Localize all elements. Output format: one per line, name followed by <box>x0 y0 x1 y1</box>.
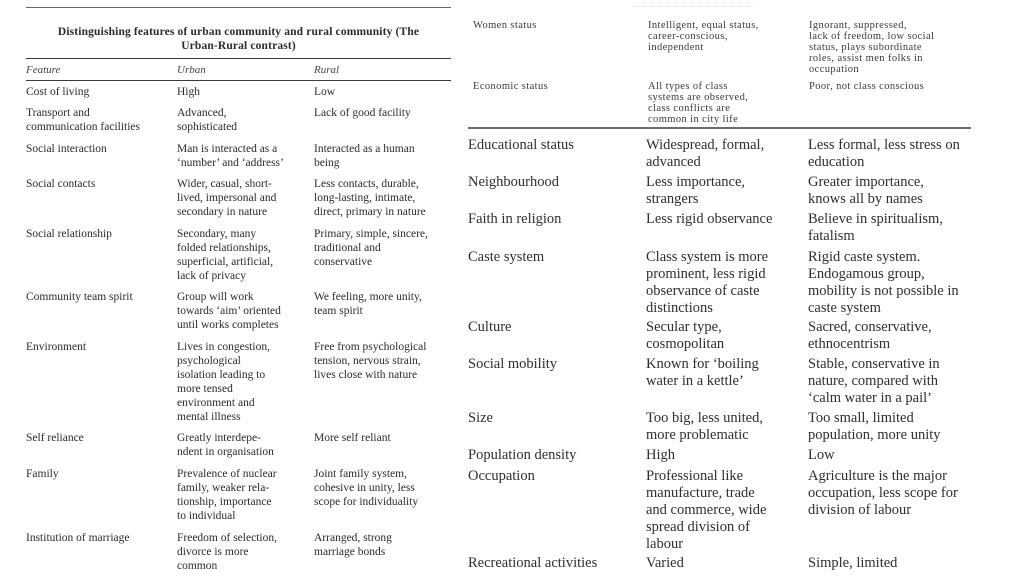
cell-rural <box>314 290 454 318</box>
cell-line: Secondary, many <box>177 228 257 240</box>
cell-feature <box>468 555 638 572</box>
cell-feature <box>468 468 638 485</box>
cell-line: tionship, importance <box>177 496 272 508</box>
cell-rural <box>808 468 983 519</box>
cell-line: towards ‘aim’ oriented <box>177 305 281 317</box>
cell-line: All types of class <box>648 81 728 92</box>
cell-urban <box>177 85 313 99</box>
cell-rural <box>808 137 983 171</box>
cell-line: Educational status <box>468 137 574 153</box>
cell-rural <box>808 356 983 407</box>
cell-line: We feeling, more unity, <box>314 291 422 303</box>
cell-urban <box>177 340 313 424</box>
cell-urban <box>646 174 806 208</box>
cell-line: knows all by names <box>808 191 923 207</box>
column-header-urban: Urban <box>177 64 206 76</box>
cell-urban <box>648 20 804 53</box>
column-header-rural: Rural <box>314 64 340 76</box>
cell-line: Primary, simple, sincere, <box>314 228 428 240</box>
cell-feature <box>26 106 176 134</box>
cell-line: marriage bonds <box>314 546 386 558</box>
cell-line: Social mobility <box>468 356 558 372</box>
cell-line: nature, compared with <box>808 373 939 389</box>
cell-rural <box>314 85 454 99</box>
cell-line: Occupation <box>468 468 535 484</box>
cell-line: Known for ‘boiling <box>646 356 759 372</box>
cell-line: Transport and <box>26 107 90 119</box>
cell-line: cohesive in unity, less <box>314 482 415 494</box>
cell-rural <box>314 106 454 120</box>
cell-urban <box>177 431 313 459</box>
cell-line: Secular type, <box>646 319 722 335</box>
cell-line: Neighbourhood <box>468 174 560 190</box>
cell-feature <box>468 356 638 373</box>
cell-line: Environment <box>26 341 87 353</box>
cell-line: Advanced, <box>177 107 227 119</box>
cell-urban <box>177 467 313 523</box>
cell-feature <box>468 447 638 464</box>
cell-line: Rigid caste system. <box>808 249 921 265</box>
cell-urban <box>646 319 806 353</box>
cell-line: mental illness <box>177 411 241 423</box>
cell-line: Size <box>468 410 493 426</box>
cell-line: being <box>314 157 340 169</box>
cell-line: Less contacts, durable, <box>314 178 419 190</box>
cell-feature <box>468 211 638 228</box>
cell-line: advanced <box>646 154 701 170</box>
cell-line: Low <box>314 86 336 98</box>
cell-line: Greatly interdepe- <box>177 432 261 444</box>
table-title <box>26 25 451 53</box>
cell-urban <box>646 356 806 390</box>
header-bottom-rule <box>26 80 451 81</box>
cell-line: Caste system <box>468 249 545 265</box>
cell-line: ndent in organisation <box>177 446 274 458</box>
cell-line: Economic status <box>473 81 549 92</box>
cell-line: Family <box>26 468 59 480</box>
cell-line: Agriculture is the major <box>808 468 947 484</box>
cell-line: cosmopolitan <box>646 336 725 352</box>
cell-line: Women status <box>473 20 537 31</box>
title-line-1: Distinguishing features of urban community and rural community (The <box>57 26 420 38</box>
cell-line: High <box>177 86 200 98</box>
cell-line: occupation <box>809 64 860 75</box>
cell-line: Institution of marriage <box>26 532 130 544</box>
cell-line: conservative <box>314 256 373 268</box>
cell-rural <box>314 531 454 559</box>
cell-rural <box>314 227 454 269</box>
cell-feature <box>26 467 176 481</box>
cell-feature <box>468 319 638 336</box>
column-header-feature: Feature <box>26 64 61 76</box>
cell-line: lack of privacy <box>177 270 246 282</box>
cell-feature <box>468 249 638 266</box>
cell-line: secondary in nature <box>177 206 268 218</box>
cell-feature <box>468 137 638 154</box>
cell-rural <box>314 340 454 382</box>
cell-line: Recreational activities <box>468 555 598 571</box>
cell-line: Group will work <box>177 291 254 303</box>
cell-feature <box>26 531 176 545</box>
cell-line: and commerce, wide <box>646 502 767 518</box>
cell-line: independent <box>648 42 704 53</box>
cell-line: ‘number’ and ‘address’ <box>177 157 284 169</box>
cell-line: Too big, less united, <box>646 410 763 426</box>
cell-line: Sacred, conservative, <box>808 319 932 335</box>
cell-urban <box>177 531 313 573</box>
cell-line: Prevalence of nuclear <box>177 468 277 480</box>
cell-line: divorce is more <box>177 546 249 558</box>
cell-urban <box>177 227 313 283</box>
header-top-rule <box>26 58 451 59</box>
cell-line: Less formal, less stress on <box>808 137 960 153</box>
cell-urban <box>646 468 806 553</box>
cell-rural <box>809 81 979 92</box>
cell-line: manufacture, trade <box>646 485 755 501</box>
cell-line: psychological <box>177 355 241 367</box>
cell-line: Less rigid observance <box>646 211 773 227</box>
cell-line: Class system is more <box>646 249 769 265</box>
cell-line: Ignorant, suppressed, <box>809 20 907 31</box>
cell-line: Population density <box>468 447 577 463</box>
cell-rural <box>809 20 979 75</box>
cell-line: ‘calm water in a pail’ <box>808 390 932 406</box>
cell-feature <box>473 20 633 31</box>
cell-feature <box>26 142 176 156</box>
cell-rural <box>808 447 983 464</box>
cell-line: Wider, casual, short- <box>177 178 272 190</box>
cell-line: sophisticated <box>177 121 238 133</box>
cell-rural <box>314 431 454 445</box>
cell-rural <box>808 211 983 245</box>
cell-line: Freedom of selection, <box>177 532 277 544</box>
cell-line: more problematic <box>646 427 749 443</box>
cell-line: Free from psychological <box>314 341 427 353</box>
cell-line: status, plays subordinate <box>809 42 922 53</box>
cell-line: scope for individuality <box>314 496 419 508</box>
cell-line: prominent, less rigid <box>646 266 766 282</box>
cell-urban <box>646 211 806 228</box>
cell-line: Lives in congestion, <box>177 341 270 353</box>
cell-line: lack of freedom, low social <box>809 31 935 42</box>
cell-line: fatalism <box>808 228 855 244</box>
cell-line: to individual <box>177 510 236 522</box>
cell-line: Widespread, formal, <box>646 137 765 153</box>
cell-line: class conflicts are <box>648 103 731 114</box>
cell-line: Culture <box>468 319 512 335</box>
cell-rural <box>808 249 983 317</box>
cell-line: spread division of <box>646 519 750 535</box>
cell-line: Man is interacted as a <box>177 143 278 155</box>
cell-line: more tensed <box>177 383 233 395</box>
cell-line: communication facilities <box>26 121 141 133</box>
cell-line: long-lasting, intimate, <box>314 192 416 204</box>
cell-feature <box>468 410 638 427</box>
cell-feature <box>26 177 176 191</box>
cell-line: Joint family system, <box>314 468 407 480</box>
cell-line: Simple, limited <box>808 555 898 571</box>
cell-line: water in a kettle’ <box>646 373 744 389</box>
cell-line: Arranged, strong <box>314 532 392 544</box>
cell-line: Varied <box>646 555 684 571</box>
cell-line: mobility is not possible in <box>808 283 959 299</box>
section-rule <box>468 127 971 129</box>
top-rule <box>26 7 451 8</box>
cell-line: lived, impersonal and <box>177 192 277 204</box>
cell-line: Intelligent, equal status, <box>648 20 759 31</box>
cell-line: Endogamous group, <box>808 266 925 282</box>
cell-line: environment and <box>177 397 255 409</box>
cell-line: Stable, conservative in <box>808 356 940 372</box>
cell-line: superficial, artificial, <box>177 256 274 268</box>
cell-line: common <box>177 560 218 572</box>
cell-line: Believe in spiritualism, <box>808 211 943 227</box>
cell-line: Greater importance, <box>808 174 924 190</box>
cell-line: High <box>646 447 675 463</box>
cell-line: Lack of good facility <box>314 107 411 119</box>
cut-off-text <box>634 0 754 7</box>
title-line-2: Urban-Rural contrast) <box>181 40 296 52</box>
cell-feature <box>26 227 176 241</box>
cell-urban <box>646 447 806 464</box>
cell-rural <box>808 319 983 353</box>
cell-line: Social contacts <box>26 178 96 190</box>
cell-feature <box>26 431 176 445</box>
cell-line: distinctions <box>646 300 713 316</box>
cell-line: education <box>808 154 865 170</box>
cell-line: isolation leading to <box>177 369 266 381</box>
cell-line: systems are observed, <box>648 92 749 103</box>
cell-line: Interacted as a human <box>314 143 415 155</box>
cell-feature <box>26 340 176 354</box>
cell-rural <box>314 467 454 509</box>
left-table-page <box>0 0 455 576</box>
cell-line: Professional like <box>646 468 744 484</box>
cell-urban <box>646 410 806 444</box>
cell-line: labour <box>646 536 684 552</box>
cell-rural <box>808 174 983 208</box>
cell-line: Less importance, <box>646 174 746 190</box>
cell-line: direct, primary in nature <box>314 206 426 218</box>
cell-line: lives close with nature <box>314 369 418 381</box>
cell-line: observance of caste <box>646 283 760 299</box>
cell-line: Self reliance <box>26 432 84 444</box>
cell-line: caste system <box>808 300 881 316</box>
cell-line: Low <box>808 447 835 463</box>
cell-line: tension, nervous strain, <box>314 355 421 367</box>
cell-line: population, more unity <box>808 427 941 443</box>
cell-rural <box>808 410 983 444</box>
cell-urban <box>177 142 313 170</box>
cell-line: strangers <box>646 191 699 207</box>
cell-rural <box>314 142 454 170</box>
right-table-page <box>460 0 1024 576</box>
cell-urban <box>646 249 806 317</box>
cell-feature <box>26 290 176 304</box>
cell-line: ethnocentrism <box>808 336 891 352</box>
cell-line: common in city life <box>648 114 739 125</box>
cell-feature <box>26 85 176 99</box>
cell-line: Too small, limited <box>808 410 914 426</box>
cell-line: Faith in religion <box>468 211 562 227</box>
cell-line: until works completes <box>177 319 279 331</box>
cell-line: occupation, less scope for <box>808 485 958 501</box>
cell-feature <box>468 174 638 191</box>
cell-urban <box>177 290 313 332</box>
cell-line: roles, assist men folks in <box>809 53 923 64</box>
cell-line: family, weaker rela- <box>177 482 270 494</box>
cell-urban <box>646 555 806 572</box>
cell-urban <box>646 137 806 171</box>
cell-line: Cost of living <box>26 86 90 98</box>
cell-line: career-conscious, <box>648 31 728 42</box>
cell-line: folded relationships, <box>177 242 271 254</box>
cell-line: Social interaction <box>26 143 107 155</box>
cell-line: team spirit <box>314 305 363 317</box>
cell-line: division of labour <box>808 502 912 518</box>
cell-urban <box>648 81 804 125</box>
cell-rural <box>314 177 454 219</box>
cell-line: Social relationship <box>26 228 112 240</box>
cell-line: More self reliant <box>314 432 391 444</box>
cell-feature <box>473 81 633 92</box>
cell-line: Poor, not class conscious <box>809 81 925 92</box>
cell-line: traditional and <box>314 242 381 254</box>
cell-line: Community team spirit <box>26 291 133 303</box>
cell-urban <box>177 177 313 219</box>
cell-rural <box>808 555 983 572</box>
cell-urban <box>177 106 313 134</box>
